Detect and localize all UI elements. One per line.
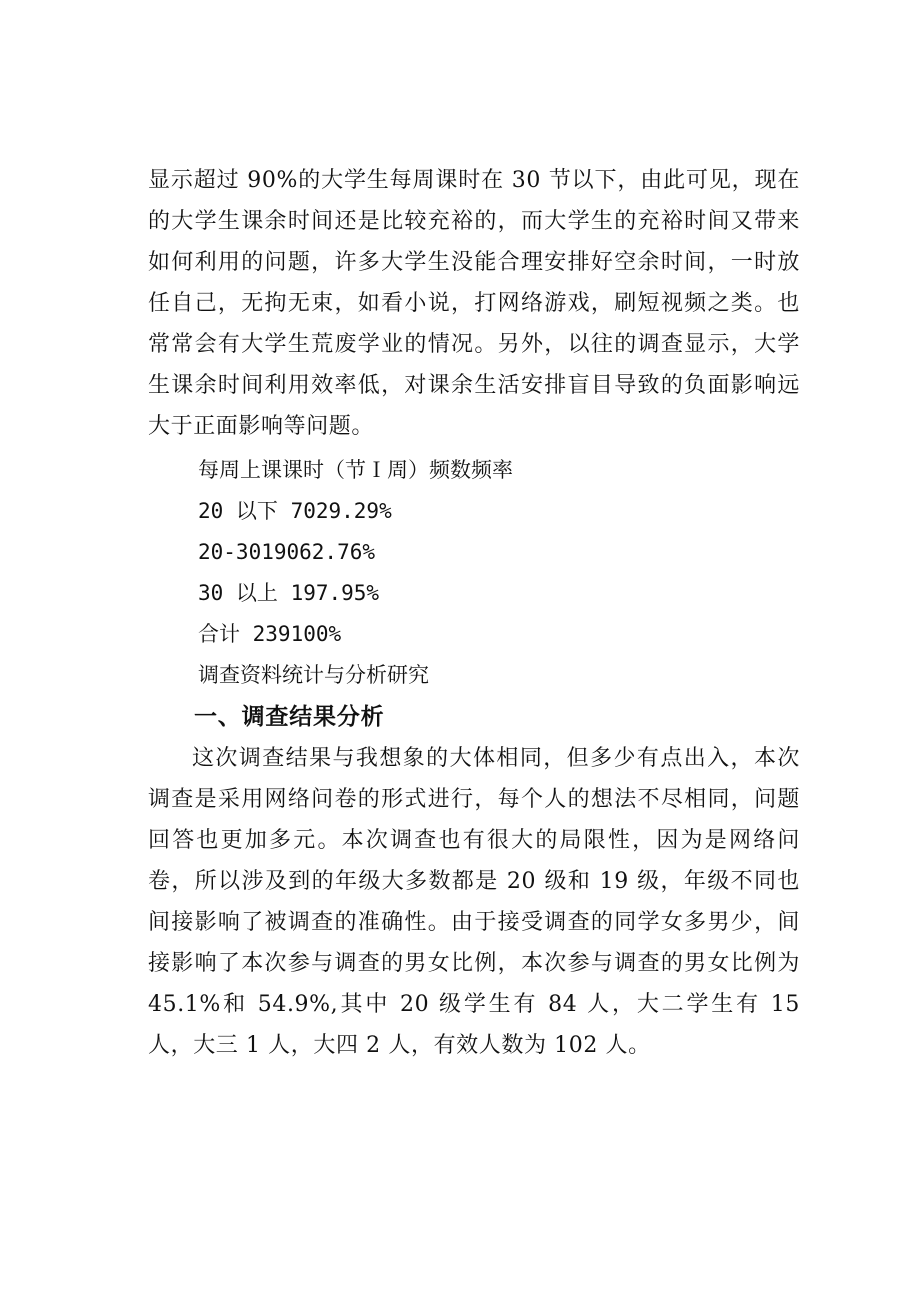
table-header-line: 每周上课课时（节Ｉ周）频数频率 [198, 458, 513, 482]
table-row-20-30: 20-3019062.76% [198, 540, 376, 564]
document-content [148, 160, 800, 1066]
table-row-under-20: 20 以下 7029.29% [198, 499, 392, 523]
section-heading: 一、调查结果分析 [194, 704, 385, 730]
results-paragraph: 这次调查结果与我想象的大体相同，但多少有点出入，本次调查是采用网络问卷的形式进行，每个人的想法不尽相同，问题回答也更加多元。本次调查也有很大的局限性，因为是网络问卷，所以涉及到的年级大多数都是 20 级和 19 级，年级不同也间接影响了被调查的准确性。由于接受调查的同学女多男少，间接影响了本次参与调查的男女比例，本次参与调查的男女比例为 45.1%和 54.9%,其中 20 级学生有 84 人，大二学生有 15 人，大三 1 人，大四 2 人，有效人数为 102 人。 [148, 746, 800, 1058]
table-row-over-30: 30 以上 197.95% [198, 581, 380, 605]
intro-paragraph: 显示超过 90%的大学生每周课时在 30 节以下，由此可见，现在的大学生课余时间还是比较充裕的，而大学生的充裕时间又带来如何利用的问题，许多大学生没能合理安排好空余时间，一时放任自己，无拘无束，如看小说，打网络游戏，刷短视频之类。也常常会有大学生荒废学业的情况。另外，以往的调查显示，大学生课余时间利用效率低，对课余生活安排盲目导致的负面影响远大于正面影响等问题。 [148, 168, 800, 439]
table-caption: 调查资料统计与分析研究 [198, 663, 429, 687]
table-row-total: 合计 239100% [198, 622, 342, 646]
